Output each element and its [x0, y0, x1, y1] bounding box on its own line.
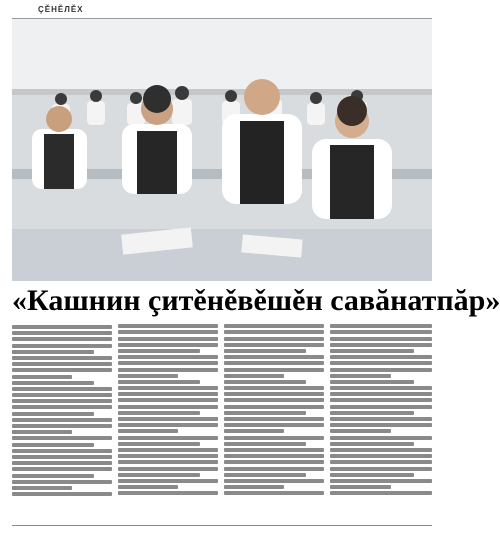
text-line — [118, 436, 218, 440]
text-line — [118, 330, 218, 334]
text-line — [224, 454, 324, 458]
text-line — [330, 349, 414, 353]
text-line — [330, 368, 432, 372]
text-line — [12, 474, 94, 478]
text-line — [224, 361, 324, 365]
article-column-2 — [118, 322, 218, 522]
headline: «Кашнин çитěнěвěшěн савăнатпăр» — [12, 284, 500, 317]
section-tag: ÇĚНĚЛĚХ — [38, 5, 84, 14]
text-line — [224, 485, 284, 489]
text-line — [12, 480, 112, 484]
text-line — [12, 387, 112, 391]
text-line — [330, 479, 432, 483]
text-line — [118, 374, 178, 378]
text-line — [118, 423, 218, 427]
text-line — [224, 386, 324, 390]
text-line — [118, 485, 178, 489]
text-line — [118, 491, 218, 495]
text-line — [12, 461, 112, 465]
text-line — [330, 467, 432, 471]
text-line — [12, 368, 112, 372]
text-line — [12, 399, 112, 403]
text-line — [118, 392, 218, 396]
text-line — [224, 473, 306, 477]
text-line — [224, 324, 324, 328]
article-column-4 — [330, 322, 432, 522]
text-line — [118, 460, 218, 464]
text-line — [330, 411, 414, 415]
text-line — [118, 380, 200, 384]
text-line — [12, 337, 112, 341]
text-line — [330, 324, 432, 328]
text-line — [12, 443, 94, 447]
text-line — [224, 479, 324, 483]
text-line — [330, 423, 432, 427]
text-line — [118, 411, 200, 415]
text-line — [224, 491, 324, 495]
text-line — [118, 368, 218, 372]
text-line — [224, 349, 306, 353]
footer — [12, 528, 432, 548]
text-line — [118, 417, 218, 421]
text-line — [224, 460, 324, 464]
text-line — [118, 349, 200, 353]
text-line — [224, 436, 324, 440]
text-line — [12, 436, 112, 440]
text-line — [330, 485, 391, 489]
text-line — [330, 374, 391, 378]
text-line — [330, 429, 391, 433]
text-line — [118, 337, 218, 341]
text-line — [12, 449, 112, 453]
text-line — [118, 454, 218, 458]
text-line — [12, 350, 94, 354]
text-line — [118, 467, 218, 471]
text-line — [330, 448, 432, 452]
text-line — [12, 486, 72, 490]
text-line — [330, 417, 432, 421]
text-line — [330, 398, 432, 402]
text-line — [224, 374, 284, 378]
text-line — [12, 455, 112, 459]
text-line — [224, 467, 324, 471]
text-line — [12, 375, 72, 379]
article-column-1 — [12, 322, 112, 522]
text-line — [224, 442, 306, 446]
text-line — [12, 344, 112, 348]
classroom-photo — [12, 19, 432, 281]
text-line — [330, 330, 432, 334]
text-line — [224, 355, 324, 359]
text-line — [224, 343, 324, 347]
text-line — [330, 355, 432, 359]
text-line — [330, 436, 432, 440]
text-line — [330, 337, 432, 341]
photo-illustration — [12, 19, 432, 281]
text-line — [118, 361, 218, 365]
text-line — [224, 330, 324, 334]
text-line — [118, 448, 218, 452]
text-line — [118, 405, 218, 409]
text-line — [12, 393, 112, 397]
text-line — [12, 356, 112, 360]
text-line — [12, 492, 112, 496]
text-line — [224, 405, 324, 409]
text-line — [224, 411, 306, 415]
text-line — [330, 343, 432, 347]
text-lines — [12, 325, 112, 496]
text-line — [330, 405, 432, 409]
text-line — [224, 337, 324, 341]
text-line — [224, 448, 324, 452]
text-line — [12, 418, 112, 422]
text-line — [330, 380, 414, 384]
text-line — [224, 368, 324, 372]
text-line — [12, 381, 94, 385]
text-line — [118, 343, 218, 347]
text-line — [330, 491, 432, 495]
text-line — [118, 429, 178, 433]
text-line — [118, 398, 218, 402]
text-line — [330, 392, 432, 396]
text-line — [12, 430, 72, 434]
text-line — [118, 386, 218, 390]
text-line — [12, 424, 112, 428]
text-line — [224, 423, 324, 427]
text-line — [118, 355, 218, 359]
text-line — [330, 361, 432, 365]
text-line — [12, 362, 112, 366]
text-line — [330, 473, 414, 477]
text-line — [12, 467, 112, 471]
text-line — [330, 460, 432, 464]
text-line — [224, 429, 284, 433]
text-line — [118, 479, 218, 483]
text-line — [224, 392, 324, 396]
text-line — [118, 324, 218, 328]
text-line — [118, 442, 200, 446]
footer-divider — [12, 525, 432, 526]
text-line — [330, 442, 414, 446]
article-column-3 — [224, 322, 324, 522]
text-line — [224, 380, 306, 384]
text-line — [330, 386, 432, 390]
text-line — [224, 417, 324, 421]
text-line — [12, 325, 112, 329]
text-line — [224, 398, 324, 402]
text-line — [118, 473, 200, 477]
text-line — [12, 412, 94, 416]
article-columns — [12, 322, 432, 522]
text-line — [12, 331, 112, 335]
text-line — [330, 454, 432, 458]
text-line — [12, 405, 112, 409]
